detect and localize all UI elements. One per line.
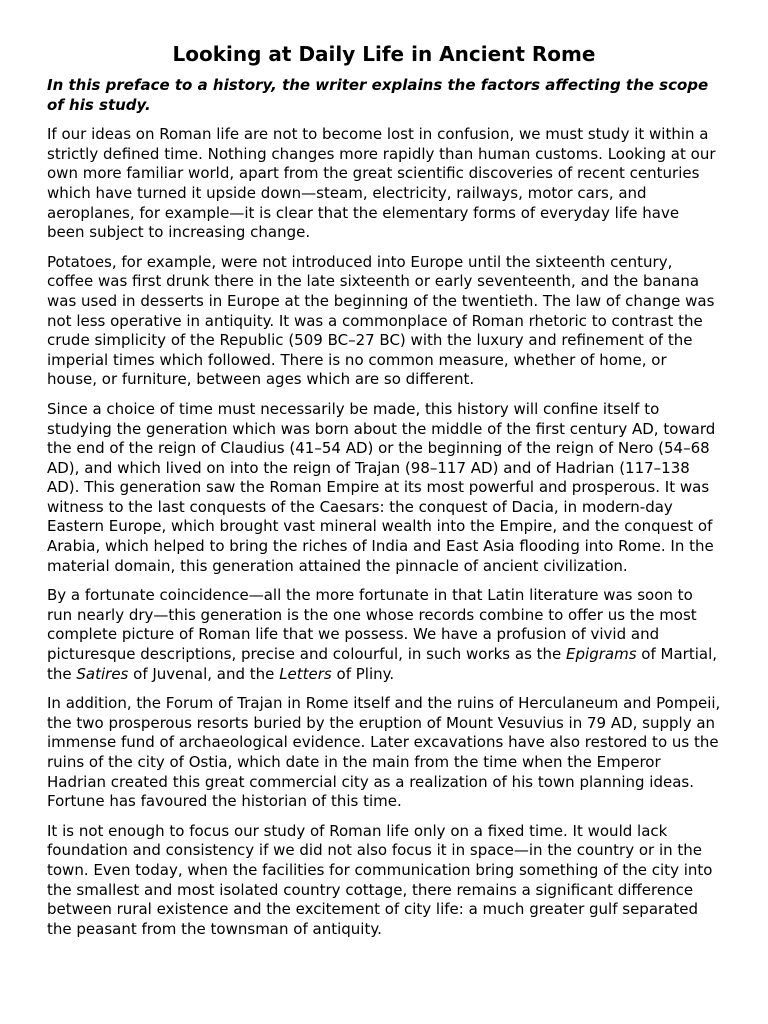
paragraph-4-text-3: of Juvenal, and the	[128, 664, 280, 683]
paragraph-6: It is not enough to focus our study of Roman life only on a fixed time. It would lack foundation and consistency if we did not also focus it in space—in the country or in the town. Even today, when the facilities for communication bring something of the city into the smallest and most isolated country cottage, there remains a significant difference between rural existence and the excitement of city life: a much greater gulf separated the peasant from the townsman of antiquity.	[47, 821, 713, 938]
paragraph-4-text-4: of Pliny.	[331, 664, 395, 683]
paragraph-3: Since a choice of time must necessarily be made, this history will confine itself to studying the generation which was born about the middle of the first century AD, toward the end of the reign of Claudius (41–54 AD) or the beginning of the reign of Nero (54–68 AD), and which lived on into the reign of Trajan (98–117 AD) and of Hadrian (117–138 AD). This generation saw the Roman Empire at its most powerful and prosperous. It was witness to the last conquests of the Caesars: the conquest of Dacia, in modern-day Eastern Europe, which brought vast mineral wealth into the Empire, and the conquest of Arabia, which helped to bring the riches of India and East Asia flooding into Rome. In the material domain, this generation attained the pinnacle of ancient civilization.	[47, 399, 716, 575]
paragraph-1: If our ideas on Roman life are not to become lost in confusion, we must study it within a strictly defined time. Nothing changes more rapidly than human customs. Looking at our own more familiar world, apart from the great scientific discoveries of recent centuries which have turned it upside down—steam, electricity, railways, motor cars, and aeroplanes, for example—it is clear that the elementary forms of everyday life have been subject to increasing change.	[47, 125, 716, 242]
page-title: Looking at Daily Life in Ancient Rome	[172, 42, 596, 66]
paragraph-4-text-2: of Martial, the	[47, 645, 718, 683]
paragraph-2: Potatoes, for example, were not introduced into Europe until the sixteenth century, coffee was first drunk there in the late sixteenth or early seventeenth, and the banana was used in desserts in Europe at the beginning of the twentieth. The law of change was not less operative in antiquity. It was a commonplace of Roman rhetoric to contrast the crude simplicity of the Republic (509 BC–27 BC) with the luxury and refinement of the imperial times which followed. There is no common measure, whether of home, or house, or furniture, between ages which are so different.	[47, 252, 715, 389]
work-title-satires: Satires	[76, 664, 129, 683]
paragraph-4-text-1: By a fortunate coincidence—all the more fortunate in that Latin literature was soon to run nearly dry—this generation is the one whose records combine to offer us the most complete picture of Roman life that we possess. We have a profusion of vivid and picturesque descriptions, precise and colourful, in such works as the	[47, 586, 697, 664]
paragraph-4	[47, 586, 721, 684]
intro-text: In this preface to a history, the writer explains the factors affecting the scope of his study.	[47, 76, 709, 114]
work-title-letters: Letters	[279, 664, 332, 683]
work-title-epigrams: Epigrams	[566, 645, 637, 664]
paragraph-5: In addition, the Forum of Trajan in Rome itself and the ruins of Herculaneum and Pompeii, the two prosperous resorts buried by the eruption of Mount Vesuvius in 79 AD, supply an immense fund of archaeological evidence. Later excavations have also restored to us the ruins of the city of Ostia, which date in the main from the time when the Emperor Hadrian created this great commercial city as a realization of his town planning ideas. Fortune has favoured the historian of this time.	[47, 694, 721, 811]
